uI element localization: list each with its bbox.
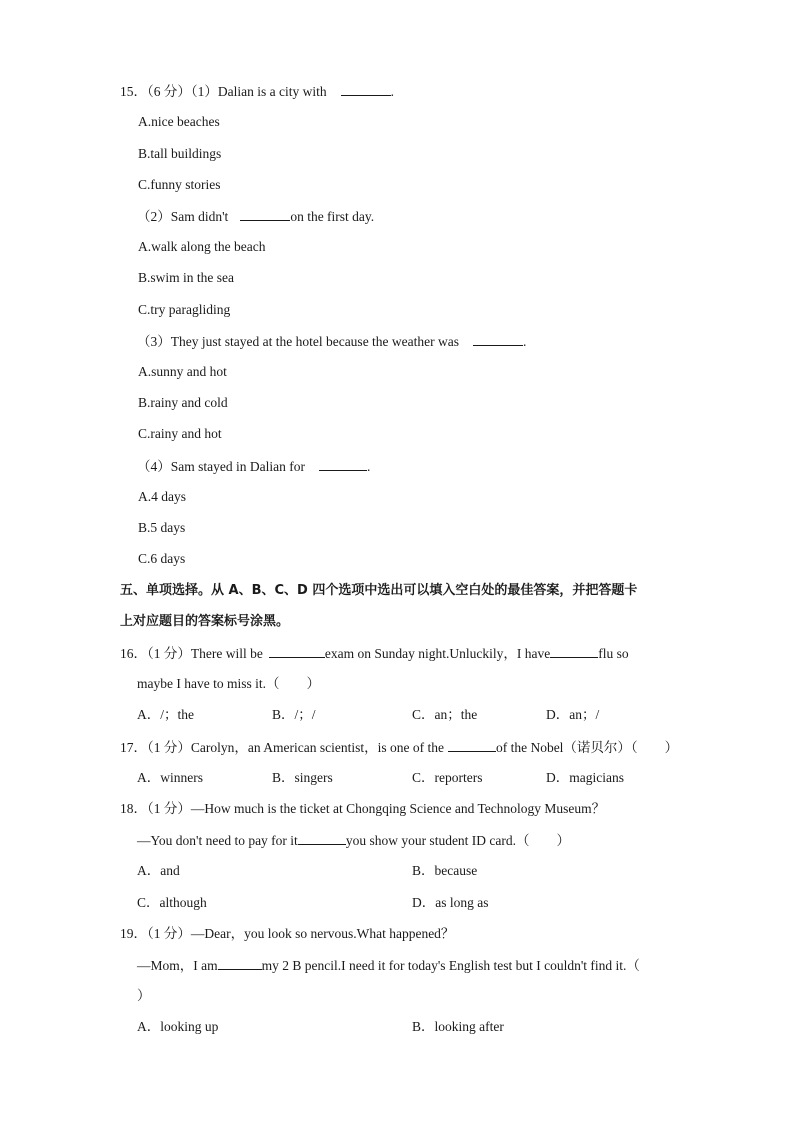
- q15-4-answer-blank[interactable]: [319, 457, 367, 471]
- q16-stem: [120, 644, 629, 663]
- q15-head: 15．（6 分）（1）Dalian is a city with: [120, 84, 327, 99]
- q15-2-suffix: on the first day.: [290, 209, 375, 224]
- q15-3-prefix: （3）They just stayed at the hotel because the weather was: [137, 334, 460, 349]
- q18-option-d[interactable]: D．as long as: [412, 895, 489, 910]
- q15-4-option-b[interactable]: B.5 days: [138, 520, 186, 535]
- q18-part2: you show your student ID card.（ ）: [345, 833, 571, 848]
- q17-option-d[interactable]: D．magicians: [546, 770, 624, 785]
- q15-2-stem: [137, 207, 374, 226]
- q15-3-option-c[interactable]: C.rainy and hot: [138, 426, 222, 441]
- q19-stem-line3: ）: [137, 988, 151, 1003]
- q19-option-a[interactable]: A．looking up: [137, 1019, 219, 1034]
- q15-2-option-c[interactable]: C.try paragliding: [138, 302, 231, 317]
- q15-3-stem: [137, 332, 526, 351]
- q15-tail: .: [390, 84, 394, 99]
- q16-option-d[interactable]: D．an；/: [546, 707, 600, 722]
- q18-stem-line2: [137, 831, 570, 850]
- q18-option-c[interactable]: C．although: [137, 895, 207, 910]
- q18-option-a[interactable]: A．and: [137, 863, 180, 878]
- q16-blank-2[interactable]: [550, 644, 598, 658]
- q17-part1: 17．（1 分）Carolyn，an American scientist，is one of the: [120, 740, 444, 755]
- section5-heading-line2: 上对应题目的答案标号涂黑。: [120, 614, 290, 629]
- q15-4-option-c[interactable]: C.6 days: [138, 551, 186, 566]
- q17-stem: [120, 738, 678, 757]
- q15-stem: [120, 82, 394, 101]
- q15-1-option-c[interactable]: C.funny stories: [138, 177, 221, 192]
- q17-option-b[interactable]: B．singers: [272, 770, 333, 785]
- q17-option-a[interactable]: A．winners: [137, 770, 203, 785]
- q17-part2: of the Nobel（诺贝尔）（ ）: [495, 740, 679, 755]
- q16-part2: exam on Sunday night.Unluckily，I have: [324, 646, 551, 661]
- q17-blank[interactable]: [448, 738, 496, 752]
- q15-4-suffix: .: [366, 459, 371, 474]
- q15-2-option-b[interactable]: B.swim in the sea: [138, 270, 234, 285]
- q15-3-suffix: .: [523, 334, 527, 349]
- q17-option-c[interactable]: C．reporters: [412, 770, 483, 785]
- section5-heading-line1: 五、单项选择。从 A、B、C、D 四个选项中选出可以填入空白处的最佳答案，并把答题卡: [120, 583, 638, 598]
- q19-option-b[interactable]: B．looking after: [412, 1019, 504, 1034]
- q19-part2: my 2 B pencil.I need it for today's English test but I couldn't find it.（: [261, 958, 640, 973]
- q15-3-option-b[interactable]: B.rainy and cold: [138, 395, 228, 410]
- q15-3-option-a[interactable]: A.sunny and hot: [138, 364, 227, 379]
- q15-4-option-a[interactable]: A.4 days: [138, 489, 186, 504]
- q19-part1: —Mom，I am: [137, 958, 218, 973]
- q16-stem-line2: maybe I have to miss it.（ ）: [137, 676, 320, 691]
- q19-stem-line1: 19．（1 分）—Dear，you look so nervous.What happened？: [120, 926, 455, 941]
- q18-stem-line1: 18．（1 分）—How much is the ticket at Chongqing Science and Technology Museum？: [120, 801, 606, 816]
- q16-blank-1[interactable]: [269, 644, 325, 658]
- q16-option-c[interactable]: C．an；the: [412, 707, 478, 722]
- q16-option-a[interactable]: A．/；the: [137, 707, 194, 722]
- q18-blank[interactable]: [298, 831, 346, 845]
- q15-3-answer-blank[interactable]: [473, 332, 523, 346]
- q19-stem-line2: [137, 956, 640, 975]
- q18-option-b[interactable]: B．because: [412, 863, 478, 878]
- q15-2-option-a[interactable]: A.walk along the beach: [138, 239, 266, 254]
- q18-part1: —You don't need to pay for it: [137, 833, 298, 848]
- q15-1-option-b[interactable]: B.tall buildings: [138, 146, 222, 161]
- q19-blank[interactable]: [218, 956, 262, 970]
- q15-answer-blank[interactable]: [341, 82, 391, 96]
- q15-4-prefix: （4）Sam stayed in Dalian for: [137, 459, 305, 474]
- q16-part1: 16．（1 分）There will be: [120, 646, 263, 661]
- q16-part3: flu so: [598, 646, 629, 661]
- q15-2-answer-blank[interactable]: [240, 207, 290, 221]
- q15-2-prefix: （2）Sam didn't: [137, 209, 229, 224]
- q15-1-option-a[interactable]: A.nice beaches: [138, 114, 220, 129]
- q15-4-stem: [137, 457, 370, 476]
- q16-option-b[interactable]: B．/；/: [272, 707, 316, 722]
